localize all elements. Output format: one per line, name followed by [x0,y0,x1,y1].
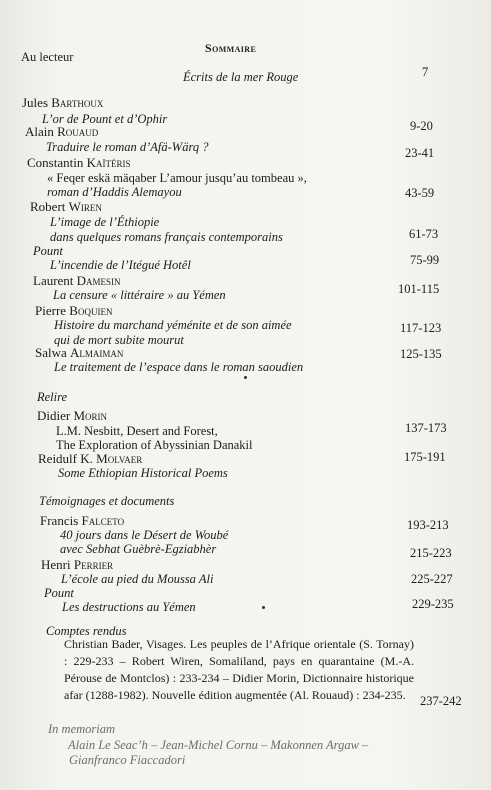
toc-title: The Exploration of Abyssinian Danakil [56,438,253,452]
toc-title: Le traitement de l’espace dans le roman saoudien [54,360,304,374]
toc-author: Pierre Boquien [35,303,113,318]
toc-title: L’incendie de l’Itégué Hotêl [50,258,191,272]
in-memoriam-line: Gianfranco Fiaccadori [69,753,186,767]
toc-title: La censure « littéraire » au Yémen [53,288,226,302]
toc-author: Laurent Damesin [33,273,121,288]
toc-author: Salwa Almaiman [35,345,124,360]
toc-page: 43-59 [405,186,435,200]
toc-page: 23-41 [405,146,435,160]
toc-title: Traduire le roman d’Afä-Wärq ? [46,140,209,154]
stray-mark [244,376,247,379]
toc-title: avec Sebhat Guèbrè-Egziabhèr [60,542,217,556]
section-subtitle: Écrits de la mer Rouge [183,70,299,84]
toc-title: L.M. Nesbitt, Desert and Forest, [56,424,218,438]
toc-title: roman d’Haddis Alemayou [47,185,182,199]
section-heading-comptes-rendus: Comptes rendus [46,624,127,638]
toc-author: Robert Wiren [30,199,102,214]
stray-mark [262,606,265,609]
section-heading-in-memoriam: In memoriam [48,722,116,736]
toc-title: Some Ethiopian Historical Poems [58,466,228,480]
toc-title: L’image de l’Éthiopie [50,215,160,229]
toc-title: « Feqer eskä mäqaber L’amour jusqu’au tombeau », [47,171,307,185]
toc-page: 229-235 [412,597,454,611]
toc-page: 125-135 [400,347,442,361]
toc-author: Didier Morin [37,408,108,423]
toc-page: 137-173 [405,421,447,435]
toc-title: Les destructions au Yémen [62,600,196,614]
section-heading-relire: Relire [37,390,68,404]
toc-page: 175-191 [404,450,446,464]
subtitle-page: 7 [422,65,429,79]
toc-page: 75-99 [410,253,440,267]
au-lecteur-label: Au lecteur [21,50,74,64]
toc-page: 225-227 [411,572,453,586]
toc-author: Henri Perrier [41,557,114,572]
toc-author: Reidulf K. Molvaer [38,451,143,466]
toc-title: L’or de Pount et d’Ophir [42,112,168,126]
toc-page: 61-73 [409,227,439,241]
toc-page: 237-242 [420,694,462,708]
toc-author: Constantin Kaïtéris [27,155,131,170]
toc-title: dans quelques romans français contemporains [50,230,283,244]
toc-title: qui de mort subite mourut [54,333,184,347]
toc-page: 117-123 [400,321,442,335]
toc-page: 215-223 [410,546,452,560]
toc-author: Alain Rouaud [25,124,99,139]
toc-author: Jules Barthoux [22,95,104,110]
toc-title: Histoire du marchand yéménite et de son aimée [54,318,292,332]
toc-section: Pount [33,244,63,258]
toc-author: Francis Falceto [40,513,125,528]
section-heading-temoignages: Témoignages et documents [39,494,175,508]
toc-page: 193-213 [407,518,449,532]
comptes-rendus-text: Christian Bader, Visages. Les peuples de l’Afrique orientale (S. Tornay) : 229-233 – Robert Wiren, Somaliland, pays en quarantaine (M.-A. Pérouse de Montclos) : 233-234 – Didier Morin, Dictionnaire historique afar (1288-1982). Nouvelle édition augmentée (Al. Rouaud) : 234-235. [64,637,414,702]
toc-section: Pount [44,586,74,600]
page-title: Sommaire [205,41,257,55]
toc-title: 40 jours dans le Désert de Woubé [60,528,229,542]
toc-title: L’école au pied du Moussa Ali [61,572,214,586]
in-memoriam-line: Alain Le Seac’h – Jean-Michel Cornu – Makonnen Argaw – [68,738,369,752]
toc-page: 9-20 [410,119,433,133]
toc-page: 101-115 [398,282,440,296]
